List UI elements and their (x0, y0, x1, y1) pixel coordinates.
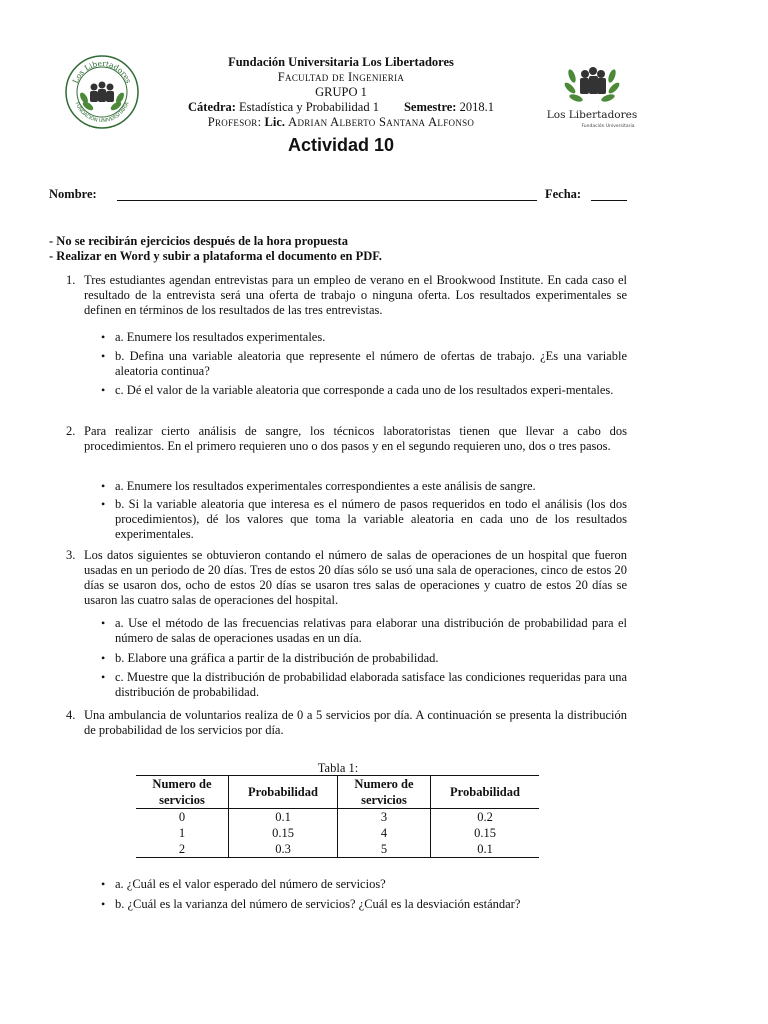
table-cell: 0.15 (229, 825, 338, 841)
svg-text:FUNDACIÓN UNIVERSITARIA: FUNDACIÓN UNIVERSITARIA (73, 101, 131, 125)
bullet-icon: • (101, 897, 106, 911)
nombre-blank-line[interactable] (117, 200, 537, 201)
bullet-icon: • (101, 497, 106, 511)
nombre-label: Nombre: (49, 187, 97, 201)
problem-number: 1. (66, 273, 76, 287)
table-caption: Tabla 1: (317, 761, 359, 775)
problem-text: Tres estudiantes agendan entrevistas para un empleo de verano en el Brookwood Institute. En cada caso el resultado de la entrevista será una oferta de trabajo o ninguna oferta. Los resultados experimentales se definen en términos de los resultados de las tres entrevistas. (84, 273, 627, 317)
problem-subitem: b. ¿Cuál es la varianza del número de servicios? ¿Cuál es la desviación estándar? (115, 897, 521, 911)
name-date-row (49, 187, 629, 203)
table-header-cell: Probabilidad (431, 776, 540, 809)
note-line: - Realizar en Word y subir a plataforma el documento en PDF. (49, 249, 382, 263)
svg-text:Los Libertadores: Los Libertadores (70, 58, 134, 85)
table-row (136, 825, 539, 841)
group-name: GRUPO 1 (315, 85, 367, 99)
table-row (136, 809, 539, 826)
problem-subitem: b. Elabore una gráfica a partir de la distribución de probabilidad. (115, 651, 439, 665)
problem-subitem: a. Enumere los resultados experimentales correspondientes a este análisis de sangre. (115, 479, 536, 493)
table-cell: 1 (136, 825, 229, 841)
profesor-title: Lic. (264, 115, 285, 129)
bullet-icon: • (101, 616, 106, 630)
svg-text:Fundación Universitaria: Fundación Universitaria (581, 124, 635, 129)
table-cell: 0.1 (431, 841, 540, 858)
fecha-blank-line[interactable] (591, 200, 627, 201)
table-cell: 0.1 (229, 809, 338, 826)
problem-number: 2. (66, 424, 76, 438)
faculty-name: Facultad de Ingenieria (277, 70, 405, 84)
table-cell: 0.3 (229, 841, 338, 858)
table-cell: 3 (338, 809, 431, 826)
profesor-label: Profesor: (207, 115, 262, 129)
bullet-icon: • (101, 383, 106, 397)
problem-text: Los datos siguientes se obtuvieron contando el número de salas de operaciones de un hospital que fueron usadas en un periodo de 20 días. Tres de estos 20 días sólo se usó una sala de operaciones, cinco de estos 20 días se usaron dos, ocho de estos 20 días se usaron tres salas de operaciones y cuatro de estos 20 días se usaron las cuatro salas de operaciones del hospital. (84, 548, 627, 607)
professor-line (140, 115, 542, 130)
problem-text: Para realizar cierto análisis de sangre, los técnicos laboratoristas tienen que llevar a cabo dos procedimientos. En el primero requieren uno o dos pasos y en el segundo requieren uno, dos o tres pasos. (84, 424, 627, 453)
bullet-icon: • (101, 651, 106, 665)
table-header-cell: Numero de servicios (136, 776, 229, 809)
problem-subitem: b. Si la variable aleatoria que interesa es el número de pasos requeridos en todo el análisis (los dos procedimientos), dé los valores que toma la variable aleatoria en cada uno de los resultados experimentales. (115, 497, 627, 541)
table-cell: 5 (338, 841, 431, 858)
course-line (140, 100, 542, 115)
los-libertadores-logo (546, 56, 638, 130)
problem-subitem: a. ¿Cuál es el valor esperado del número de servicios? (115, 877, 386, 891)
problem-number: 4. (66, 708, 76, 722)
problem-subitem: a. Use el método de las frecuencias relativas para elaborar una distribución de probabilidad para el número de salas de operaciones usadas en un día. (115, 616, 627, 645)
document-header (140, 55, 542, 130)
bullet-icon: • (101, 670, 106, 684)
bullet-icon: • (101, 349, 106, 363)
table-cell: 2 (136, 841, 229, 858)
table-cell: 0.15 (474, 826, 496, 840)
probability-table (136, 775, 539, 858)
table-cell: 0.2 (477, 810, 493, 824)
problem-subitem: b. Defina una variable aleatoria que represente el número de ofertas de trabajo. ¿Es una variable aleatoria continua? (115, 349, 627, 378)
catedra-value: Estadística y Probabilidad 1 (239, 100, 379, 114)
catedra-label: Cátedra: (188, 100, 236, 114)
bullet-icon: • (101, 877, 106, 891)
problem-subitem: c. Muestre que la distribución de probabilidad elaborada satisface las condiciones requeridas para una distribución de probabilidad. (115, 670, 627, 699)
semestre-label: Semestre: (403, 100, 457, 114)
bullet-icon: • (101, 330, 106, 344)
table-cell: 4 (338, 825, 431, 841)
table-header-cell: Probabilidad (229, 776, 338, 809)
note-line: - No se recibirán ejercicios después de la hora propuesta (49, 234, 348, 248)
instructions-notes (49, 234, 382, 264)
profesor-name: Adrian Alberto Santana Alfonso (288, 115, 475, 129)
problem-text: Una ambulancia de voluntarios realiza de 0 a 5 servicios por día. A continuación se presenta la distribución de probabilidad de los servicios por día. (84, 708, 627, 737)
university-seal-logo (64, 54, 140, 130)
problem-subitem: c. Dé el valor de la variable aleatoria que corresponde a cada uno de los resultados experi-mentales. (115, 383, 614, 397)
institution-name: Fundación Universitaria Los Libertadores (228, 55, 454, 69)
problem-number: 3. (66, 548, 76, 562)
fecha-label: Fecha: (545, 187, 582, 201)
bullet-icon: • (101, 479, 106, 493)
problem-subitem: a. Enumere los resultados experimentales. (115, 330, 326, 344)
page-title: Actividad 10 (287, 135, 395, 155)
table-row (136, 841, 539, 858)
semestre-value: 2018.1 (459, 100, 494, 114)
svg-text:Los Libertadores: Los Libertadores (546, 109, 638, 121)
table-header-cell: Numero de servicios (338, 776, 431, 809)
table-cell: 0 (136, 809, 229, 826)
